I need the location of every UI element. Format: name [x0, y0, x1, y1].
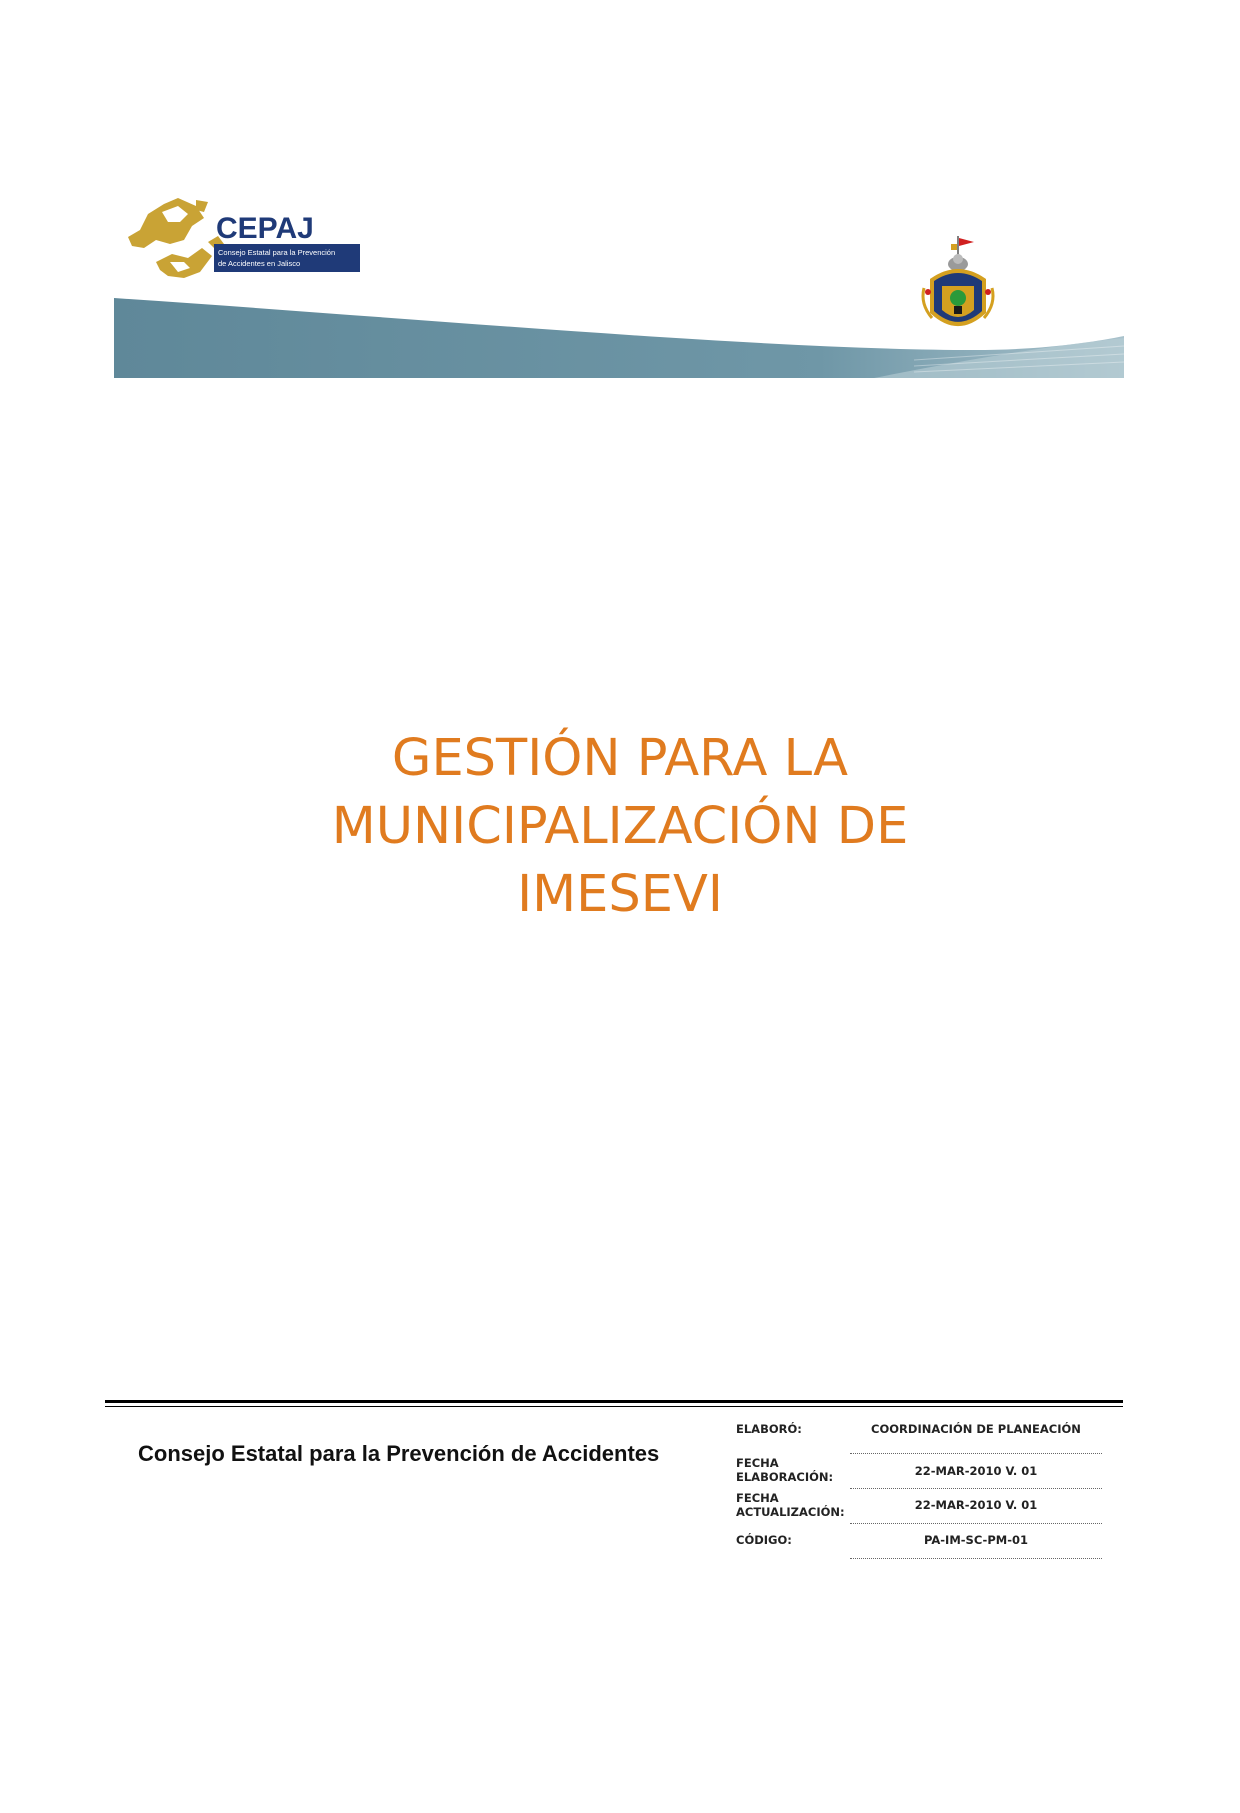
divider-dotted [850, 1488, 1102, 1489]
fecha-elaboracion-value: 22-MAR-2010 V. 01 [914, 1464, 1038, 1478]
cepaj-logo [126, 192, 366, 292]
fecha-actualizacion-label-line2: ACTUALIZACIÓN: [736, 1505, 845, 1519]
coat-of-arms-icon [918, 232, 998, 342]
logo-tagline-line1: Consejo Estatal para la Prevención [218, 248, 336, 257]
codigo-value: PA-IM-SC-PM-01 [924, 1533, 1028, 1547]
elaboro-label: ELABORÓ: [736, 1422, 802, 1436]
logo-tagline-line2: de Accidentes en Jalisco [218, 259, 301, 268]
title-line-1: GESTIÓN PARA LA [391, 729, 849, 788]
logo-abbreviation: CEPAJ [216, 212, 314, 245]
fecha-elaboracion-label-line1: FECHA [736, 1456, 779, 1470]
fecha-elaboracion-label-line2: ELABORACIÓN: [736, 1470, 834, 1484]
title-line-2: MUNICIPALIZACIÓN DE [331, 797, 909, 856]
footer-divider-thin [105, 1406, 1123, 1407]
fecha-actualizacion-label-line1: FECHA [736, 1491, 779, 1505]
codigo-label: CÓDIGO: [736, 1533, 792, 1547]
elaboro-value: COORDINACIÓN DE PLANEACIÓN [871, 1422, 1081, 1436]
divider-dotted [850, 1523, 1102, 1524]
divider-dotted [850, 1558, 1102, 1559]
footer-divider-thick [105, 1400, 1123, 1403]
organization-name: Consejo Estatal para la Prevención de Accidentes [138, 1441, 660, 1466]
divider-dotted [850, 1453, 1102, 1454]
title-line-3: IMESEVI [517, 865, 723, 924]
fecha-actualizacion-value: 22-MAR-2010 V. 01 [914, 1498, 1038, 1512]
document-title [180, 725, 1060, 929]
